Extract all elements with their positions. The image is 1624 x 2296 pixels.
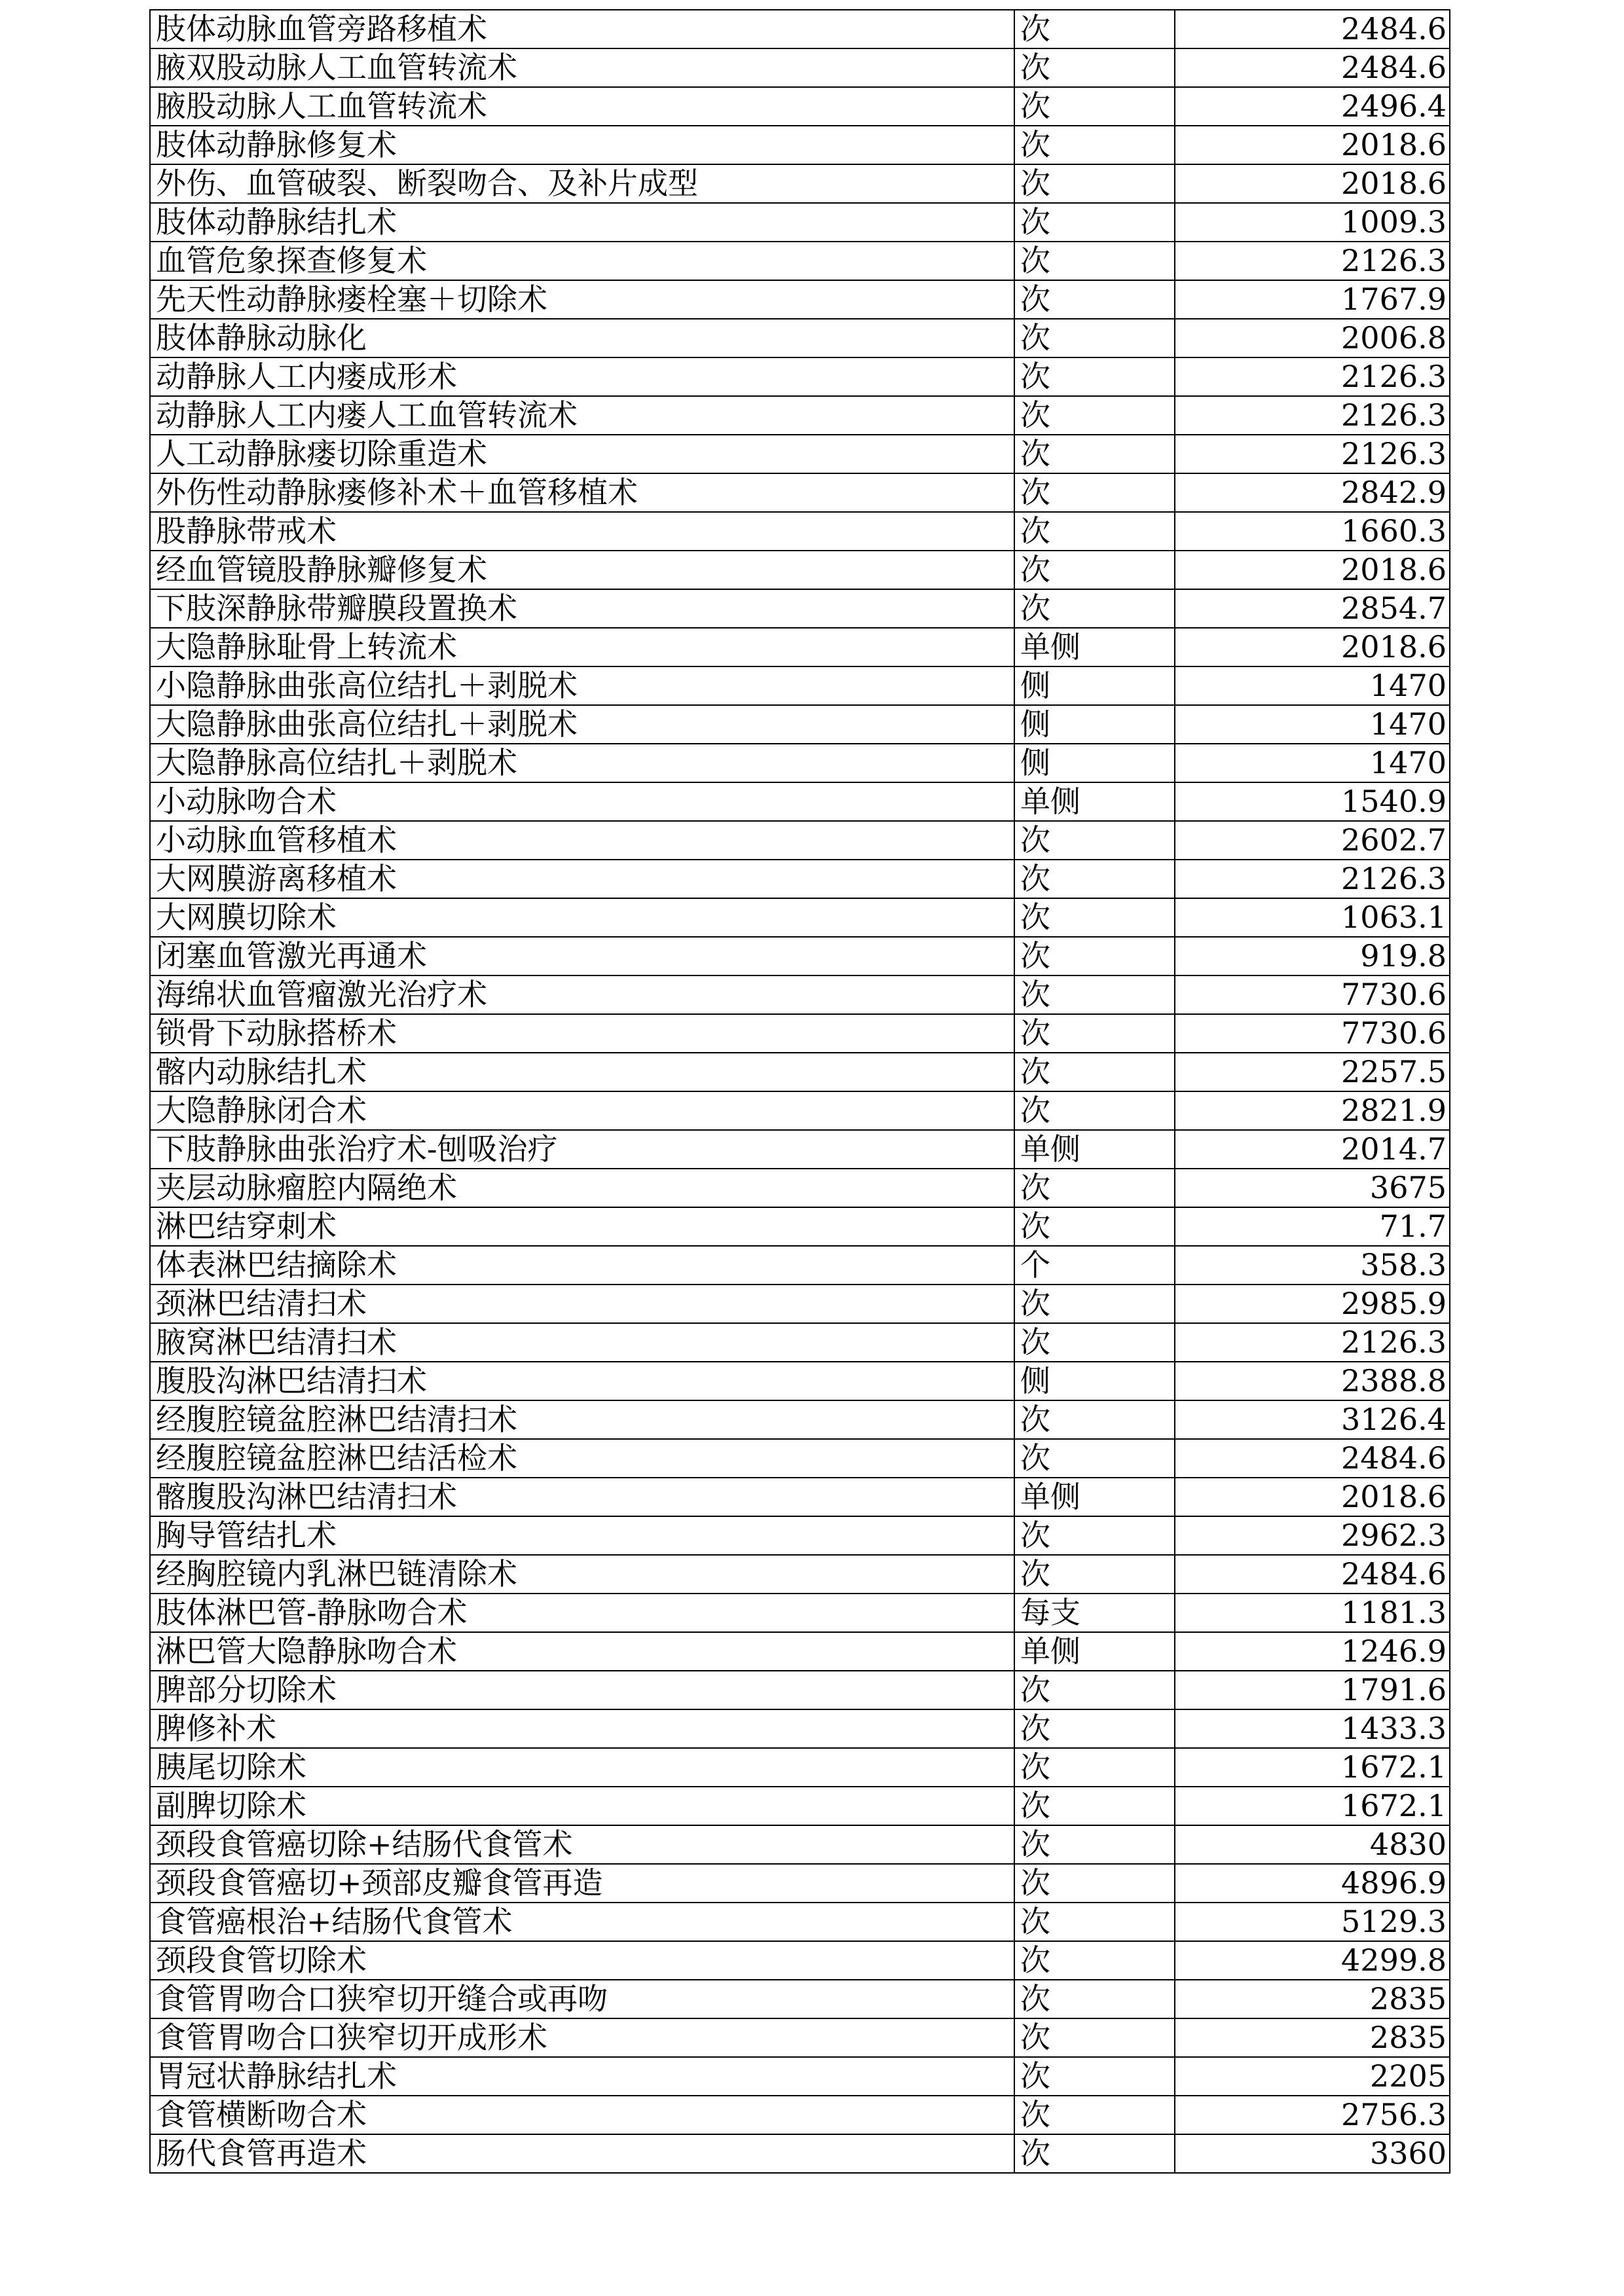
- price-cell: 2484.6: [1175, 48, 1450, 87]
- unit-cell: 次: [1014, 589, 1175, 628]
- unit-cell: 次: [1014, 1709, 1175, 1748]
- price-cell: 2018.6: [1175, 126, 1450, 164]
- price-cell: 4299.8: [1175, 1941, 1450, 1980]
- unit-cell: 次: [1014, 1980, 1175, 2018]
- price-cell: 2257.5: [1175, 1053, 1450, 1091]
- table-row: [150, 1246, 1450, 1285]
- table-row: [150, 10, 1450, 48]
- unit-cell: 次: [1014, 2134, 1175, 2173]
- unit-cell: 单侧: [1014, 1478, 1175, 1516]
- price-cell: 4896.9: [1175, 1864, 1450, 1903]
- procedure-name-cell: 腹股沟淋巴结清扫术: [150, 1362, 1014, 1400]
- price-cell: 2985.9: [1175, 1285, 1450, 1323]
- unit-cell: 侧: [1014, 1362, 1175, 1400]
- price-cell: 2014.7: [1175, 1130, 1450, 1169]
- table-row: [150, 1207, 1450, 1246]
- procedure-name-cell: 经血管镜股静脉瓣修复术: [150, 551, 1014, 589]
- unit-cell: 次: [1014, 2096, 1175, 2134]
- unit-cell: 次: [1014, 126, 1175, 164]
- price-cell: 1767.9: [1175, 280, 1450, 319]
- unit-cell: 次: [1014, 203, 1175, 242]
- unit-cell: 次: [1014, 357, 1175, 396]
- price-cell: 2126.3: [1175, 435, 1450, 473]
- procedure-name-cell: 肠代食管再造术: [150, 2134, 1014, 2173]
- price-cell: 1672.1: [1175, 1787, 1450, 1825]
- unit-cell: 次: [1014, 975, 1175, 1014]
- procedure-name-cell: 大隐静脉闭合术: [150, 1091, 1014, 1130]
- price-cell: 1246.9: [1175, 1632, 1450, 1671]
- procedure-name-cell: 锁骨下动脉搭桥术: [150, 1014, 1014, 1053]
- unit-cell: 次: [1014, 87, 1175, 126]
- table-row: [150, 2018, 1450, 2057]
- table-row: [150, 744, 1450, 782]
- procedure-name-cell: 经腹腔镜盆腔淋巴结活检术: [150, 1439, 1014, 1478]
- unit-cell: 次: [1014, 1941, 1175, 1980]
- unit-cell: 次: [1014, 319, 1175, 357]
- unit-cell: 次: [1014, 164, 1175, 203]
- table-row: [150, 1748, 1450, 1787]
- table-row: [150, 1825, 1450, 1864]
- price-cell: 2821.9: [1175, 1091, 1450, 1130]
- procedure-name-cell: 肢体动脉血管旁路移植术: [150, 10, 1014, 48]
- procedure-name-cell: 大隐静脉耻骨上转流术: [150, 628, 1014, 666]
- price-cell: 2484.6: [1175, 10, 1450, 48]
- price-cell: 2018.6: [1175, 164, 1450, 203]
- table-row: [150, 1400, 1450, 1439]
- table-row: [150, 164, 1450, 203]
- unit-cell: 次: [1014, 512, 1175, 551]
- table-row: [150, 126, 1450, 164]
- price-cell: 3360: [1175, 2134, 1450, 2173]
- procedure-name-cell: 海绵状血管瘤激光治疗术: [150, 975, 1014, 1014]
- table-row: [150, 898, 1450, 937]
- unit-cell: 次: [1014, 1207, 1175, 1246]
- table-row: [150, 1555, 1450, 1594]
- procedure-name-cell: 腋双股动脉人工血管转流术: [150, 48, 1014, 87]
- procedure-name-cell: 动静脉人工内瘘成形术: [150, 357, 1014, 396]
- procedure-name-cell: 腋股动脉人工血管转流术: [150, 87, 1014, 126]
- procedure-name-cell: 外伤、血管破裂、断裂吻合、及补片成型: [150, 164, 1014, 203]
- table-row: [150, 628, 1450, 666]
- table-row: [150, 1980, 1450, 2018]
- price-cell: 358.3: [1175, 1246, 1450, 1285]
- unit-cell: 次: [1014, 1439, 1175, 1478]
- price-cell: 5129.3: [1175, 1903, 1450, 1941]
- procedure-name-cell: 小动脉吻合术: [150, 782, 1014, 821]
- procedure-name-cell: 闭塞血管激光再通术: [150, 937, 1014, 975]
- unit-cell: 侧: [1014, 744, 1175, 782]
- procedure-name-cell: 肢体动静脉结扎术: [150, 203, 1014, 242]
- table-row: [150, 203, 1450, 242]
- table-row: [150, 1632, 1450, 1671]
- procedure-name-cell: 经胸腔镜内乳淋巴链清除术: [150, 1555, 1014, 1594]
- procedure-name-cell: 股静脉带戒术: [150, 512, 1014, 551]
- table-row: [150, 1709, 1450, 1748]
- price-cell: 1470: [1175, 666, 1450, 705]
- price-cell: 2126.3: [1175, 396, 1450, 435]
- procedure-name-cell: 大网膜切除术: [150, 898, 1014, 937]
- unit-cell: 次: [1014, 1671, 1175, 1709]
- table-row: [150, 1439, 1450, 1478]
- price-cell: 7730.6: [1175, 975, 1450, 1014]
- unit-cell: 次: [1014, 396, 1175, 435]
- table-row: [150, 1671, 1450, 1709]
- price-cell: 2018.6: [1175, 1478, 1450, 1516]
- unit-cell: 次: [1014, 10, 1175, 48]
- unit-cell: 次: [1014, 1555, 1175, 1594]
- table-row: [150, 1903, 1450, 1941]
- procedure-name-cell: 胸导管结扎术: [150, 1516, 1014, 1555]
- unit-cell: 次: [1014, 1400, 1175, 1439]
- table-row: [150, 1864, 1450, 1903]
- price-cell: 2126.3: [1175, 1323, 1450, 1362]
- procedure-name-cell: 外伤性动静脉瘘修补术＋血管移植术: [150, 473, 1014, 512]
- price-cell: 2018.6: [1175, 628, 1450, 666]
- unit-cell: 次: [1014, 1091, 1175, 1130]
- table-row: [150, 1594, 1450, 1632]
- table-row: [150, 1053, 1450, 1091]
- table-row: [150, 1323, 1450, 1362]
- unit-cell: 每支: [1014, 1594, 1175, 1632]
- price-cell: 2388.8: [1175, 1362, 1450, 1400]
- unit-cell: 单侧: [1014, 1632, 1175, 1671]
- procedure-name-cell: 先天性动静脉瘘栓塞＋切除术: [150, 280, 1014, 319]
- procedure-name-cell: 经腹腔镜盆腔淋巴结清扫术: [150, 1400, 1014, 1439]
- unit-cell: 次: [1014, 2018, 1175, 2057]
- price-cell: 1433.3: [1175, 1709, 1450, 1748]
- unit-cell: 单侧: [1014, 628, 1175, 666]
- table-row: [150, 2096, 1450, 2134]
- price-cell: 1063.1: [1175, 898, 1450, 937]
- procedure-name-cell: 食管横断吻合术: [150, 2096, 1014, 2134]
- price-cell: 2484.6: [1175, 1555, 1450, 1594]
- table-row: [150, 396, 1450, 435]
- price-cell: 1009.3: [1175, 203, 1450, 242]
- table-row: [150, 1091, 1450, 1130]
- table-row: [150, 242, 1450, 280]
- price-cell: 1660.3: [1175, 512, 1450, 551]
- procedure-name-cell: 颈段食管癌切除+结肠代食管术: [150, 1825, 1014, 1864]
- unit-cell: 次: [1014, 821, 1175, 860]
- procedure-name-cell: 肢体动静脉修复术: [150, 126, 1014, 164]
- procedure-name-cell: 食管胃吻合口狭窄切开成形术: [150, 2018, 1014, 2057]
- procedure-name-cell: 肢体淋巴管-静脉吻合术: [150, 1594, 1014, 1632]
- table-row: [150, 551, 1450, 589]
- procedure-name-cell: 食管胃吻合口狭窄切开缝合或再吻: [150, 1980, 1014, 2018]
- unit-cell: 侧: [1014, 705, 1175, 744]
- unit-cell: 侧: [1014, 666, 1175, 705]
- procedure-name-cell: 颈段食管切除术: [150, 1941, 1014, 1980]
- procedure-name-cell: 淋巴管大隐静脉吻合术: [150, 1632, 1014, 1671]
- procedure-name-cell: 动静脉人工内瘘人工血管转流术: [150, 396, 1014, 435]
- unit-cell: 次: [1014, 1285, 1175, 1323]
- table-row: [150, 1478, 1450, 1516]
- unit-cell: 次: [1014, 1903, 1175, 1941]
- procedure-name-cell: 体表淋巴结摘除术: [150, 1246, 1014, 1285]
- procedure-name-cell: 胰尾切除术: [150, 1748, 1014, 1787]
- procedure-name-cell: 颈淋巴结清扫术: [150, 1285, 1014, 1323]
- table-row: [150, 1285, 1450, 1323]
- table-row: [150, 1362, 1450, 1400]
- unit-cell: 次: [1014, 860, 1175, 898]
- procedure-name-cell: 大隐静脉曲张高位结扎＋剥脱术: [150, 705, 1014, 744]
- unit-cell: 次: [1014, 242, 1175, 280]
- table-row: [150, 280, 1450, 319]
- price-cell: 1470: [1175, 705, 1450, 744]
- table-row: [150, 589, 1450, 628]
- fee-table: [149, 9, 1450, 2174]
- procedure-name-cell: 脾部分切除术: [150, 1671, 1014, 1709]
- table-row: [150, 1014, 1450, 1053]
- table-row: [150, 87, 1450, 126]
- procedure-name-cell: 髂腹股沟淋巴结清扫术: [150, 1478, 1014, 1516]
- table-row: [150, 860, 1450, 898]
- price-cell: 1540.9: [1175, 782, 1450, 821]
- procedure-name-cell: 肢体静脉动脉化: [150, 319, 1014, 357]
- price-cell: 2006.8: [1175, 319, 1450, 357]
- price-cell: 7730.6: [1175, 1014, 1450, 1053]
- price-cell: 2126.3: [1175, 860, 1450, 898]
- unit-cell: 次: [1014, 937, 1175, 975]
- table-row: [150, 435, 1450, 473]
- table-row: [150, 1787, 1450, 1825]
- price-cell: 1672.1: [1175, 1748, 1450, 1787]
- procedure-name-cell: 食管癌根治+结肠代食管术: [150, 1903, 1014, 1941]
- price-cell: 71.7: [1175, 1207, 1450, 1246]
- price-cell: 2756.3: [1175, 2096, 1450, 2134]
- unit-cell: 次: [1014, 898, 1175, 937]
- table-row: [150, 2057, 1450, 2096]
- unit-cell: 次: [1014, 435, 1175, 473]
- price-cell: 3675: [1175, 1169, 1450, 1207]
- unit-cell: 次: [1014, 1787, 1175, 1825]
- table-row: [150, 782, 1450, 821]
- unit-cell: 次: [1014, 1169, 1175, 1207]
- unit-cell: 次: [1014, 1516, 1175, 1555]
- unit-cell: 次: [1014, 2057, 1175, 2096]
- price-cell: 2018.6: [1175, 551, 1450, 589]
- procedure-name-cell: 脾修补术: [150, 1709, 1014, 1748]
- unit-cell: 次: [1014, 1323, 1175, 1362]
- price-cell: 1791.6: [1175, 1671, 1450, 1709]
- procedure-name-cell: 小动脉血管移植术: [150, 821, 1014, 860]
- unit-cell: 个: [1014, 1246, 1175, 1285]
- fee-table-body: [150, 10, 1450, 2173]
- table-row: [150, 666, 1450, 705]
- unit-cell: 次: [1014, 1748, 1175, 1787]
- table-row: [150, 2134, 1450, 2173]
- table-row: [150, 1169, 1450, 1207]
- table-row: [150, 1130, 1450, 1169]
- table-row: [150, 473, 1450, 512]
- procedure-name-cell: 淋巴结穿刺术: [150, 1207, 1014, 1246]
- price-cell: 2835: [1175, 2018, 1450, 2057]
- price-cell: 2842.9: [1175, 473, 1450, 512]
- procedure-name-cell: 大网膜游离移植术: [150, 860, 1014, 898]
- table-row: [150, 975, 1450, 1014]
- price-cell: 2854.7: [1175, 589, 1450, 628]
- procedure-name-cell: 胃冠状静脉结扎术: [150, 2057, 1014, 2096]
- procedure-name-cell: 夹层动脉瘤腔内隔绝术: [150, 1169, 1014, 1207]
- procedure-name-cell: 下肢深静脉带瓣膜段置换术: [150, 589, 1014, 628]
- table-row: [150, 821, 1450, 860]
- price-cell: 2205: [1175, 2057, 1450, 2096]
- price-cell: 2602.7: [1175, 821, 1450, 860]
- procedure-name-cell: 血管危象探查修复术: [150, 242, 1014, 280]
- unit-cell: 次: [1014, 473, 1175, 512]
- unit-cell: 次: [1014, 551, 1175, 589]
- procedure-name-cell: 颈段食管癌切+颈部皮瓣食管再造: [150, 1864, 1014, 1903]
- procedure-name-cell: 小隐静脉曲张高位结扎＋剥脱术: [150, 666, 1014, 705]
- price-cell: 919.8: [1175, 937, 1450, 975]
- price-cell: 2126.3: [1175, 357, 1450, 396]
- price-cell: 4830: [1175, 1825, 1450, 1864]
- procedure-name-cell: 大隐静脉高位结扎＋剥脱术: [150, 744, 1014, 782]
- procedure-name-cell: 下肢静脉曲张治疗术-刨吸治疗: [150, 1130, 1014, 1169]
- procedure-name-cell: 腋窝淋巴结清扫术: [150, 1323, 1014, 1362]
- price-cell: 2126.3: [1175, 242, 1450, 280]
- procedure-name-cell: 髂内动脉结扎术: [150, 1053, 1014, 1091]
- table-row: [150, 357, 1450, 396]
- procedure-name-cell: 副脾切除术: [150, 1787, 1014, 1825]
- price-cell: 3126.4: [1175, 1400, 1450, 1439]
- unit-cell: 单侧: [1014, 1130, 1175, 1169]
- unit-cell: 次: [1014, 1864, 1175, 1903]
- price-cell: 1181.3: [1175, 1594, 1450, 1632]
- table-row: [150, 512, 1450, 551]
- table-row: [150, 319, 1450, 357]
- unit-cell: 次: [1014, 48, 1175, 87]
- procedure-name-cell: 人工动静脉瘘切除重造术: [150, 435, 1014, 473]
- price-cell: 1470: [1175, 744, 1450, 782]
- table-row: [150, 1516, 1450, 1555]
- unit-cell: 次: [1014, 1053, 1175, 1091]
- table-row: [150, 705, 1450, 744]
- price-cell: 2496.4: [1175, 87, 1450, 126]
- price-cell: 2962.3: [1175, 1516, 1450, 1555]
- table-row: [150, 937, 1450, 975]
- price-cell: 2835: [1175, 1980, 1450, 2018]
- unit-cell: 次: [1014, 1014, 1175, 1053]
- table-row: [150, 1941, 1450, 1980]
- unit-cell: 单侧: [1014, 782, 1175, 821]
- unit-cell: 次: [1014, 280, 1175, 319]
- price-cell: 2484.6: [1175, 1439, 1450, 1478]
- unit-cell: 次: [1014, 1825, 1175, 1864]
- table-row: [150, 48, 1450, 87]
